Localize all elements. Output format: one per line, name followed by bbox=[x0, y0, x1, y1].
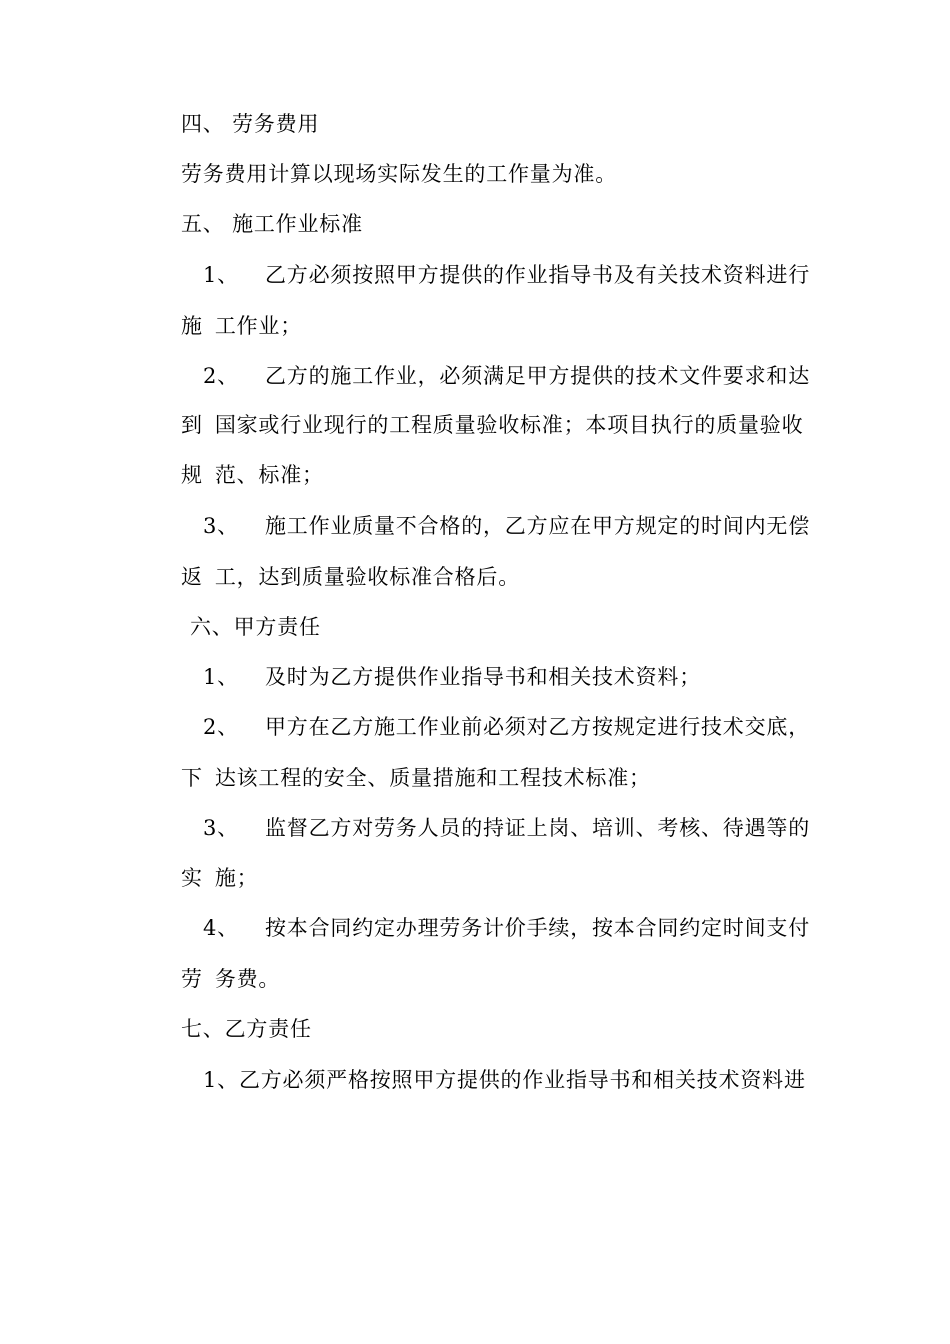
item-text-rest: 工作业； bbox=[214, 314, 303, 338]
section-5-item-1-line-1 bbox=[203, 261, 810, 289]
section-5-item-2-line-2 bbox=[181, 411, 803, 439]
item-text-rest: 国家或行业现行的工程质量验收标准；本项目执行的质量验收 bbox=[214, 413, 804, 437]
item-text-lead: 返 bbox=[181, 565, 203, 589]
item-text-lead: 劳 bbox=[181, 967, 203, 991]
item-text: 施工作业质量不合格的，乙方应在甲方规定的时间内无偿 bbox=[265, 514, 810, 538]
item-text-rest: 范、标准； bbox=[214, 463, 324, 487]
section-5-item-1-line-2 bbox=[181, 312, 302, 340]
item-text-lead: 到 bbox=[181, 413, 203, 437]
section-4-heading: 四、 劳务费用 bbox=[181, 112, 320, 136]
item-text: 及时为乙方提供作业指导书和相关技术资料； bbox=[265, 665, 701, 689]
section-5-item-2-line-3 bbox=[181, 461, 324, 489]
section-5-item-3-line-1 bbox=[203, 512, 810, 540]
section-5-item-2-line-1 bbox=[203, 362, 810, 390]
section-6-item-4-line-1 bbox=[203, 914, 810, 942]
item-text: 乙方的施工作业，必须满足甲方提供的技术文件要求和达 bbox=[265, 364, 810, 388]
item-number: 2、 bbox=[203, 364, 239, 388]
section-5-heading: 五、 施工作业标准 bbox=[181, 212, 363, 236]
section-6-item-2-line-1 bbox=[203, 713, 810, 741]
item-text-lead: 下 bbox=[181, 766, 203, 790]
item-text-rest: 达该工程的安全、质量措施和工程技术标准； bbox=[214, 766, 651, 790]
item-text-rest: 工，达到质量验收标准合格后。 bbox=[214, 565, 521, 589]
item-text-lead: 施 bbox=[181, 314, 203, 338]
section-6-item-2-line-2 bbox=[181, 764, 651, 792]
section-6-item-3-line-1 bbox=[203, 814, 810, 842]
item-text-lead: 规 bbox=[181, 463, 203, 487]
item-number: 3、 bbox=[203, 816, 239, 840]
item-number: 1、 bbox=[203, 263, 239, 287]
item-number: 1、 bbox=[203, 665, 239, 689]
item-number: 3、 bbox=[203, 514, 239, 538]
section-4-text: 劳务费用计算以现场实际发生的工作量为准。 bbox=[181, 162, 617, 186]
item-number: 2、 bbox=[203, 715, 239, 739]
item-text: 按本合同约定办理劳务计价手续，按本合同约定时间支付 bbox=[265, 916, 810, 940]
item-text-rest: 务费。 bbox=[214, 967, 281, 991]
section-6-heading: 六、甲方责任 bbox=[190, 615, 321, 639]
section-7-heading: 七、乙方责任 bbox=[181, 1017, 312, 1041]
section-7-item-1: 1、乙方必须严格按照甲方提供的作业指导书和相关技术资料进 bbox=[203, 1068, 806, 1092]
section-5-item-3-line-2 bbox=[181, 563, 520, 591]
item-text-rest: 施； bbox=[214, 866, 259, 890]
section-6-item-3-line-2 bbox=[181, 864, 258, 892]
section-6-item-4-line-2 bbox=[181, 965, 280, 993]
item-number: 4、 bbox=[203, 916, 239, 940]
item-text: 乙方必须按照甲方提供的作业指导书及有关技术资料进行 bbox=[265, 263, 810, 287]
item-text-lead: 实 bbox=[181, 866, 203, 890]
item-text: 监督乙方对劳务人员的持证上岗、培训、考核、待遇等的 bbox=[265, 816, 810, 840]
section-6-item-1 bbox=[203, 663, 701, 691]
item-text: 甲方在乙方施工作业前必须对乙方按规定进行技术交底， bbox=[265, 715, 810, 739]
